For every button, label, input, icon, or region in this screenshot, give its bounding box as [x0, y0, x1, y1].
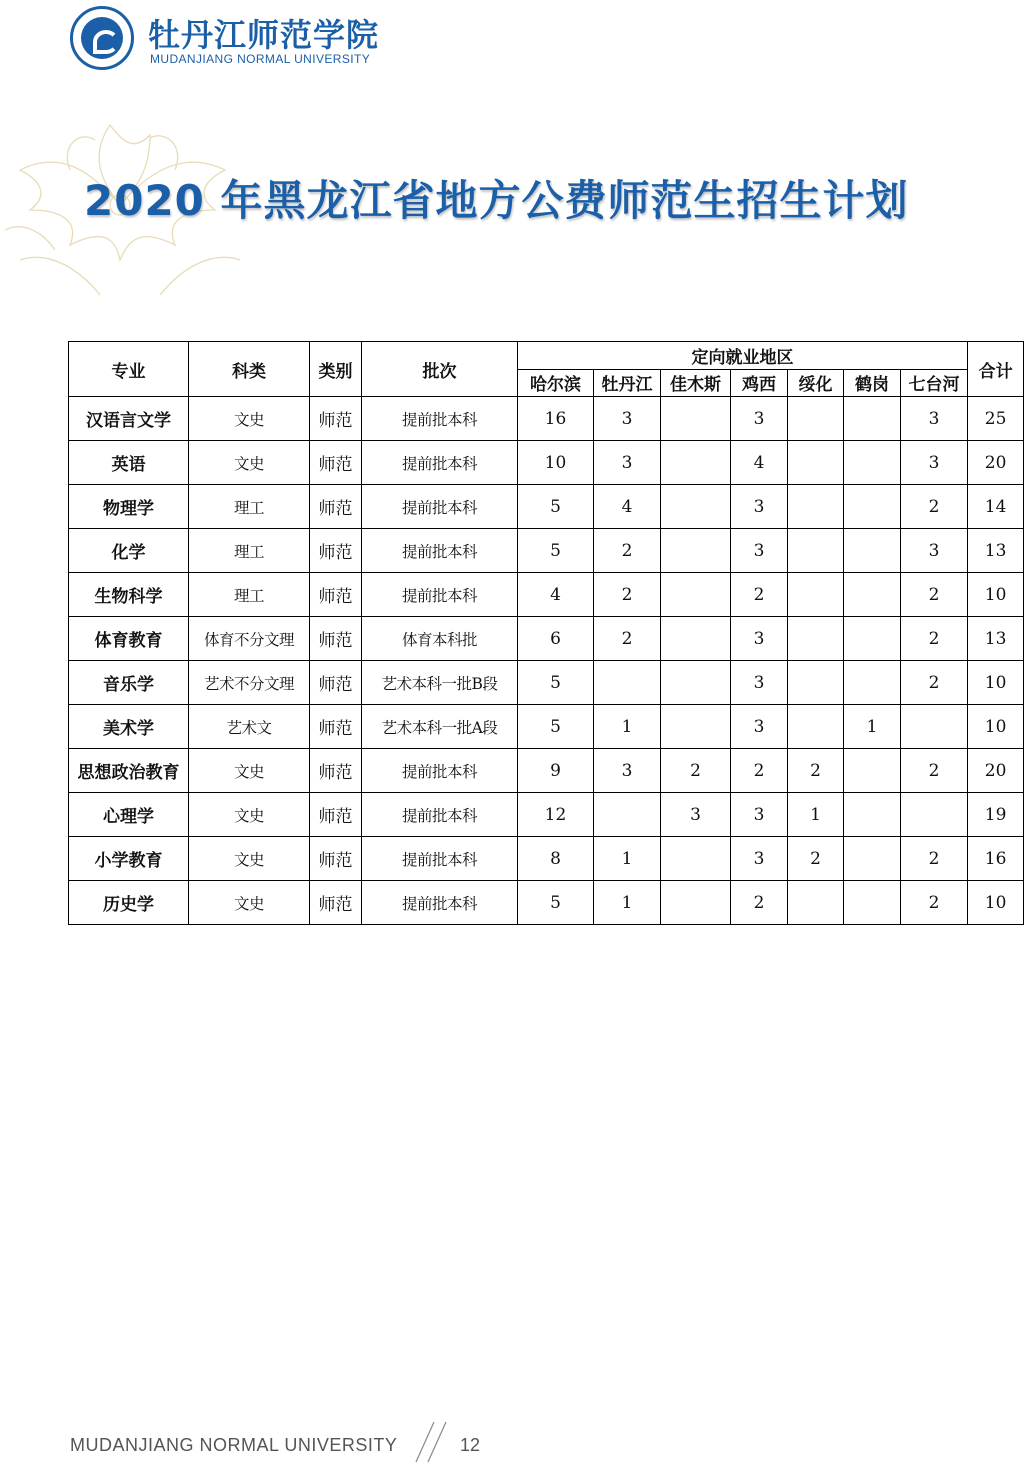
table-row [69, 793, 1024, 837]
region-count-cell: 1 [594, 881, 661, 925]
major-cell: 音乐学 [69, 661, 189, 705]
batch-cell: 提前批本科 [362, 749, 518, 793]
region-count-cell: 3 [594, 749, 661, 793]
subject-type-cell: 体育不分文理 [189, 617, 310, 661]
region-count-cell: 2 [594, 529, 661, 573]
region-count-cell: 8 [518, 837, 594, 881]
region-count-cell: 4 [594, 485, 661, 529]
major-cell: 英语 [69, 441, 189, 485]
region-count-cell [661, 661, 731, 705]
region-count-cell: 2 [594, 617, 661, 661]
total-cell: 25 [968, 397, 1024, 441]
region-count-cell: 4 [518, 573, 594, 617]
major-cell: 心理学 [69, 793, 189, 837]
region-count-cell [844, 441, 901, 485]
header-region-jixi: 鸡西 [731, 369, 788, 397]
table-row [69, 397, 1024, 441]
region-count-cell: 1 [594, 837, 661, 881]
table-row [69, 661, 1024, 705]
category-cell: 师范 [310, 573, 362, 617]
region-count-cell: 5 [518, 705, 594, 749]
region-count-cell [901, 793, 968, 837]
header-region-suihua: 绥化 [788, 369, 844, 397]
category-cell: 师范 [310, 793, 362, 837]
table-row [69, 749, 1024, 793]
batch-cell: 提前批本科 [362, 837, 518, 881]
region-count-cell [844, 397, 901, 441]
table-row [69, 617, 1024, 661]
region-count-cell [788, 441, 844, 485]
table-row [69, 573, 1024, 617]
total-cell: 14 [968, 485, 1024, 529]
header-batch: 批次 [362, 342, 518, 397]
batch-cell: 艺术本科一批A段 [362, 705, 518, 749]
subject-type-cell: 文史 [189, 441, 310, 485]
region-count-cell [844, 793, 901, 837]
region-count-cell: 2 [901, 485, 968, 529]
region-count-cell: 3 [901, 441, 968, 485]
region-count-cell [844, 837, 901, 881]
header-region-group: 定向就业地区 [518, 342, 968, 370]
batch-cell: 提前批本科 [362, 529, 518, 573]
region-count-cell [788, 881, 844, 925]
region-count-cell: 5 [518, 485, 594, 529]
category-cell: 师范 [310, 705, 362, 749]
school-name-en: MUDANJIANG NORMAL UNIVERSITY [150, 52, 371, 66]
header-region-jiamusi: 佳木斯 [661, 369, 731, 397]
subject-type-cell: 艺术不分文理 [189, 661, 310, 705]
table-row [69, 485, 1024, 529]
region-count-cell [661, 485, 731, 529]
region-count-cell: 2 [594, 573, 661, 617]
table-row [69, 441, 1024, 485]
major-cell: 思想政治教育 [69, 749, 189, 793]
region-count-cell: 3 [731, 793, 788, 837]
major-cell: 美术学 [69, 705, 189, 749]
page-number: 12 [460, 1435, 481, 1455]
region-count-cell: 5 [518, 529, 594, 573]
batch-cell: 提前批本科 [362, 881, 518, 925]
region-count-cell [661, 529, 731, 573]
region-count-cell [844, 881, 901, 925]
category-cell: 师范 [310, 485, 362, 529]
region-count-cell: 2 [901, 661, 968, 705]
page-header [70, 6, 470, 70]
region-count-cell: 3 [901, 529, 968, 573]
region-count-cell [788, 617, 844, 661]
region-count-cell [844, 529, 901, 573]
category-cell: 师范 [310, 661, 362, 705]
subject-type-cell: 理工 [189, 485, 310, 529]
region-count-cell [661, 837, 731, 881]
region-count-cell: 3 [731, 661, 788, 705]
batch-cell: 提前批本科 [362, 793, 518, 837]
region-count-cell: 3 [901, 397, 968, 441]
major-cell: 生物科学 [69, 573, 189, 617]
subject-type-cell: 文史 [189, 749, 310, 793]
region-count-cell: 3 [731, 485, 788, 529]
subject-type-cell: 文史 [189, 881, 310, 925]
region-count-cell: 2 [788, 837, 844, 881]
subject-type-cell: 艺术文 [189, 705, 310, 749]
batch-cell: 提前批本科 [362, 573, 518, 617]
major-cell: 历史学 [69, 881, 189, 925]
total-cell: 13 [968, 529, 1024, 573]
region-count-cell [788, 397, 844, 441]
region-count-cell [844, 749, 901, 793]
header-region-qitaihe: 七台河 [901, 369, 968, 397]
batch-cell: 体育本科批 [362, 617, 518, 661]
region-count-cell: 2 [731, 573, 788, 617]
enrollment-plan-table [68, 341, 1024, 925]
total-cell: 10 [968, 573, 1024, 617]
category-cell: 师范 [310, 749, 362, 793]
table-body [69, 397, 1024, 925]
region-count-cell [661, 617, 731, 661]
region-count-cell: 12 [518, 793, 594, 837]
subject-type-cell: 文史 [189, 793, 310, 837]
total-cell: 10 [968, 705, 1024, 749]
page-title: 2020 年黑龙江省地方公费师范生招生计划 [84, 176, 909, 225]
region-count-cell: 1 [594, 705, 661, 749]
region-count-cell: 10 [518, 441, 594, 485]
region-count-cell: 6 [518, 617, 594, 661]
category-cell: 师范 [310, 617, 362, 661]
batch-cell: 提前批本科 [362, 485, 518, 529]
region-count-cell [661, 397, 731, 441]
region-count-cell: 3 [731, 617, 788, 661]
header-category: 类别 [310, 342, 362, 397]
table-row [69, 881, 1024, 925]
total-cell: 20 [968, 749, 1024, 793]
subject-type-cell: 理工 [189, 573, 310, 617]
region-count-cell: 2 [901, 837, 968, 881]
footer-slash-divider [412, 1420, 452, 1464]
header-region-harbin: 哈尔滨 [518, 369, 594, 397]
category-cell: 师范 [310, 529, 362, 573]
region-count-cell [661, 573, 731, 617]
region-count-cell: 1 [844, 705, 901, 749]
total-cell: 20 [968, 441, 1024, 485]
region-count-cell [788, 705, 844, 749]
region-count-cell [594, 661, 661, 705]
region-count-cell [901, 705, 968, 749]
table-row [69, 837, 1024, 881]
total-cell: 10 [968, 661, 1024, 705]
region-count-cell [788, 661, 844, 705]
region-count-cell: 5 [518, 881, 594, 925]
subject-type-cell: 文史 [189, 397, 310, 441]
total-cell: 19 [968, 793, 1024, 837]
region-count-cell: 3 [731, 529, 788, 573]
region-count-cell: 2 [731, 881, 788, 925]
region-count-cell [844, 661, 901, 705]
total-cell: 16 [968, 837, 1024, 881]
region-count-cell [844, 485, 901, 529]
major-cell: 化学 [69, 529, 189, 573]
region-count-cell: 3 [731, 397, 788, 441]
subject-type-cell: 理工 [189, 529, 310, 573]
category-cell: 师范 [310, 881, 362, 925]
region-count-cell: 4 [731, 441, 788, 485]
batch-cell: 艺术本科一批B段 [362, 661, 518, 705]
region-count-cell: 3 [594, 441, 661, 485]
school-name-cn: 牡丹江师范学院 [148, 16, 380, 54]
region-count-cell: 3 [731, 705, 788, 749]
subject-type-cell: 文史 [189, 837, 310, 881]
region-count-cell [844, 617, 901, 661]
region-count-cell [788, 573, 844, 617]
region-count-cell: 9 [518, 749, 594, 793]
region-count-cell: 3 [594, 397, 661, 441]
region-count-cell: 2 [661, 749, 731, 793]
table-row [69, 529, 1024, 573]
header-total: 合计 [968, 342, 1024, 397]
region-count-cell: 2 [901, 881, 968, 925]
batch-cell: 提前批本科 [362, 441, 518, 485]
header-major: 专业 [69, 342, 189, 397]
region-count-cell: 5 [518, 661, 594, 705]
region-count-cell [788, 485, 844, 529]
region-count-cell: 2 [901, 749, 968, 793]
total-cell: 10 [968, 881, 1024, 925]
region-count-cell: 2 [788, 749, 844, 793]
region-count-cell: 2 [901, 617, 968, 661]
region-count-cell [844, 573, 901, 617]
major-cell: 汉语言文学 [69, 397, 189, 441]
region-count-cell [661, 441, 731, 485]
category-cell: 师范 [310, 441, 362, 485]
major-cell: 物理学 [69, 485, 189, 529]
region-count-cell [661, 881, 731, 925]
region-count-cell: 3 [731, 837, 788, 881]
region-count-cell [661, 705, 731, 749]
header-subject-type: 科类 [189, 342, 310, 397]
university-logo [70, 6, 134, 70]
footer-university: MUDANJIANG NORMAL UNIVERSITY [70, 1435, 398, 1455]
region-count-cell: 2 [901, 573, 968, 617]
total-cell: 13 [968, 617, 1024, 661]
category-cell: 师范 [310, 397, 362, 441]
table-row [69, 705, 1024, 749]
major-cell: 体育教育 [69, 617, 189, 661]
region-count-cell: 16 [518, 397, 594, 441]
region-count-cell: 2 [731, 749, 788, 793]
major-cell: 小学教育 [69, 837, 189, 881]
region-count-cell: 1 [788, 793, 844, 837]
header-region-hegang: 鹤岗 [844, 369, 901, 397]
category-cell: 师范 [310, 837, 362, 881]
region-count-cell: 3 [661, 793, 731, 837]
header-region-mudanjiang: 牡丹江 [594, 369, 661, 397]
batch-cell: 提前批本科 [362, 397, 518, 441]
region-count-cell [788, 529, 844, 573]
region-count-cell [594, 793, 661, 837]
